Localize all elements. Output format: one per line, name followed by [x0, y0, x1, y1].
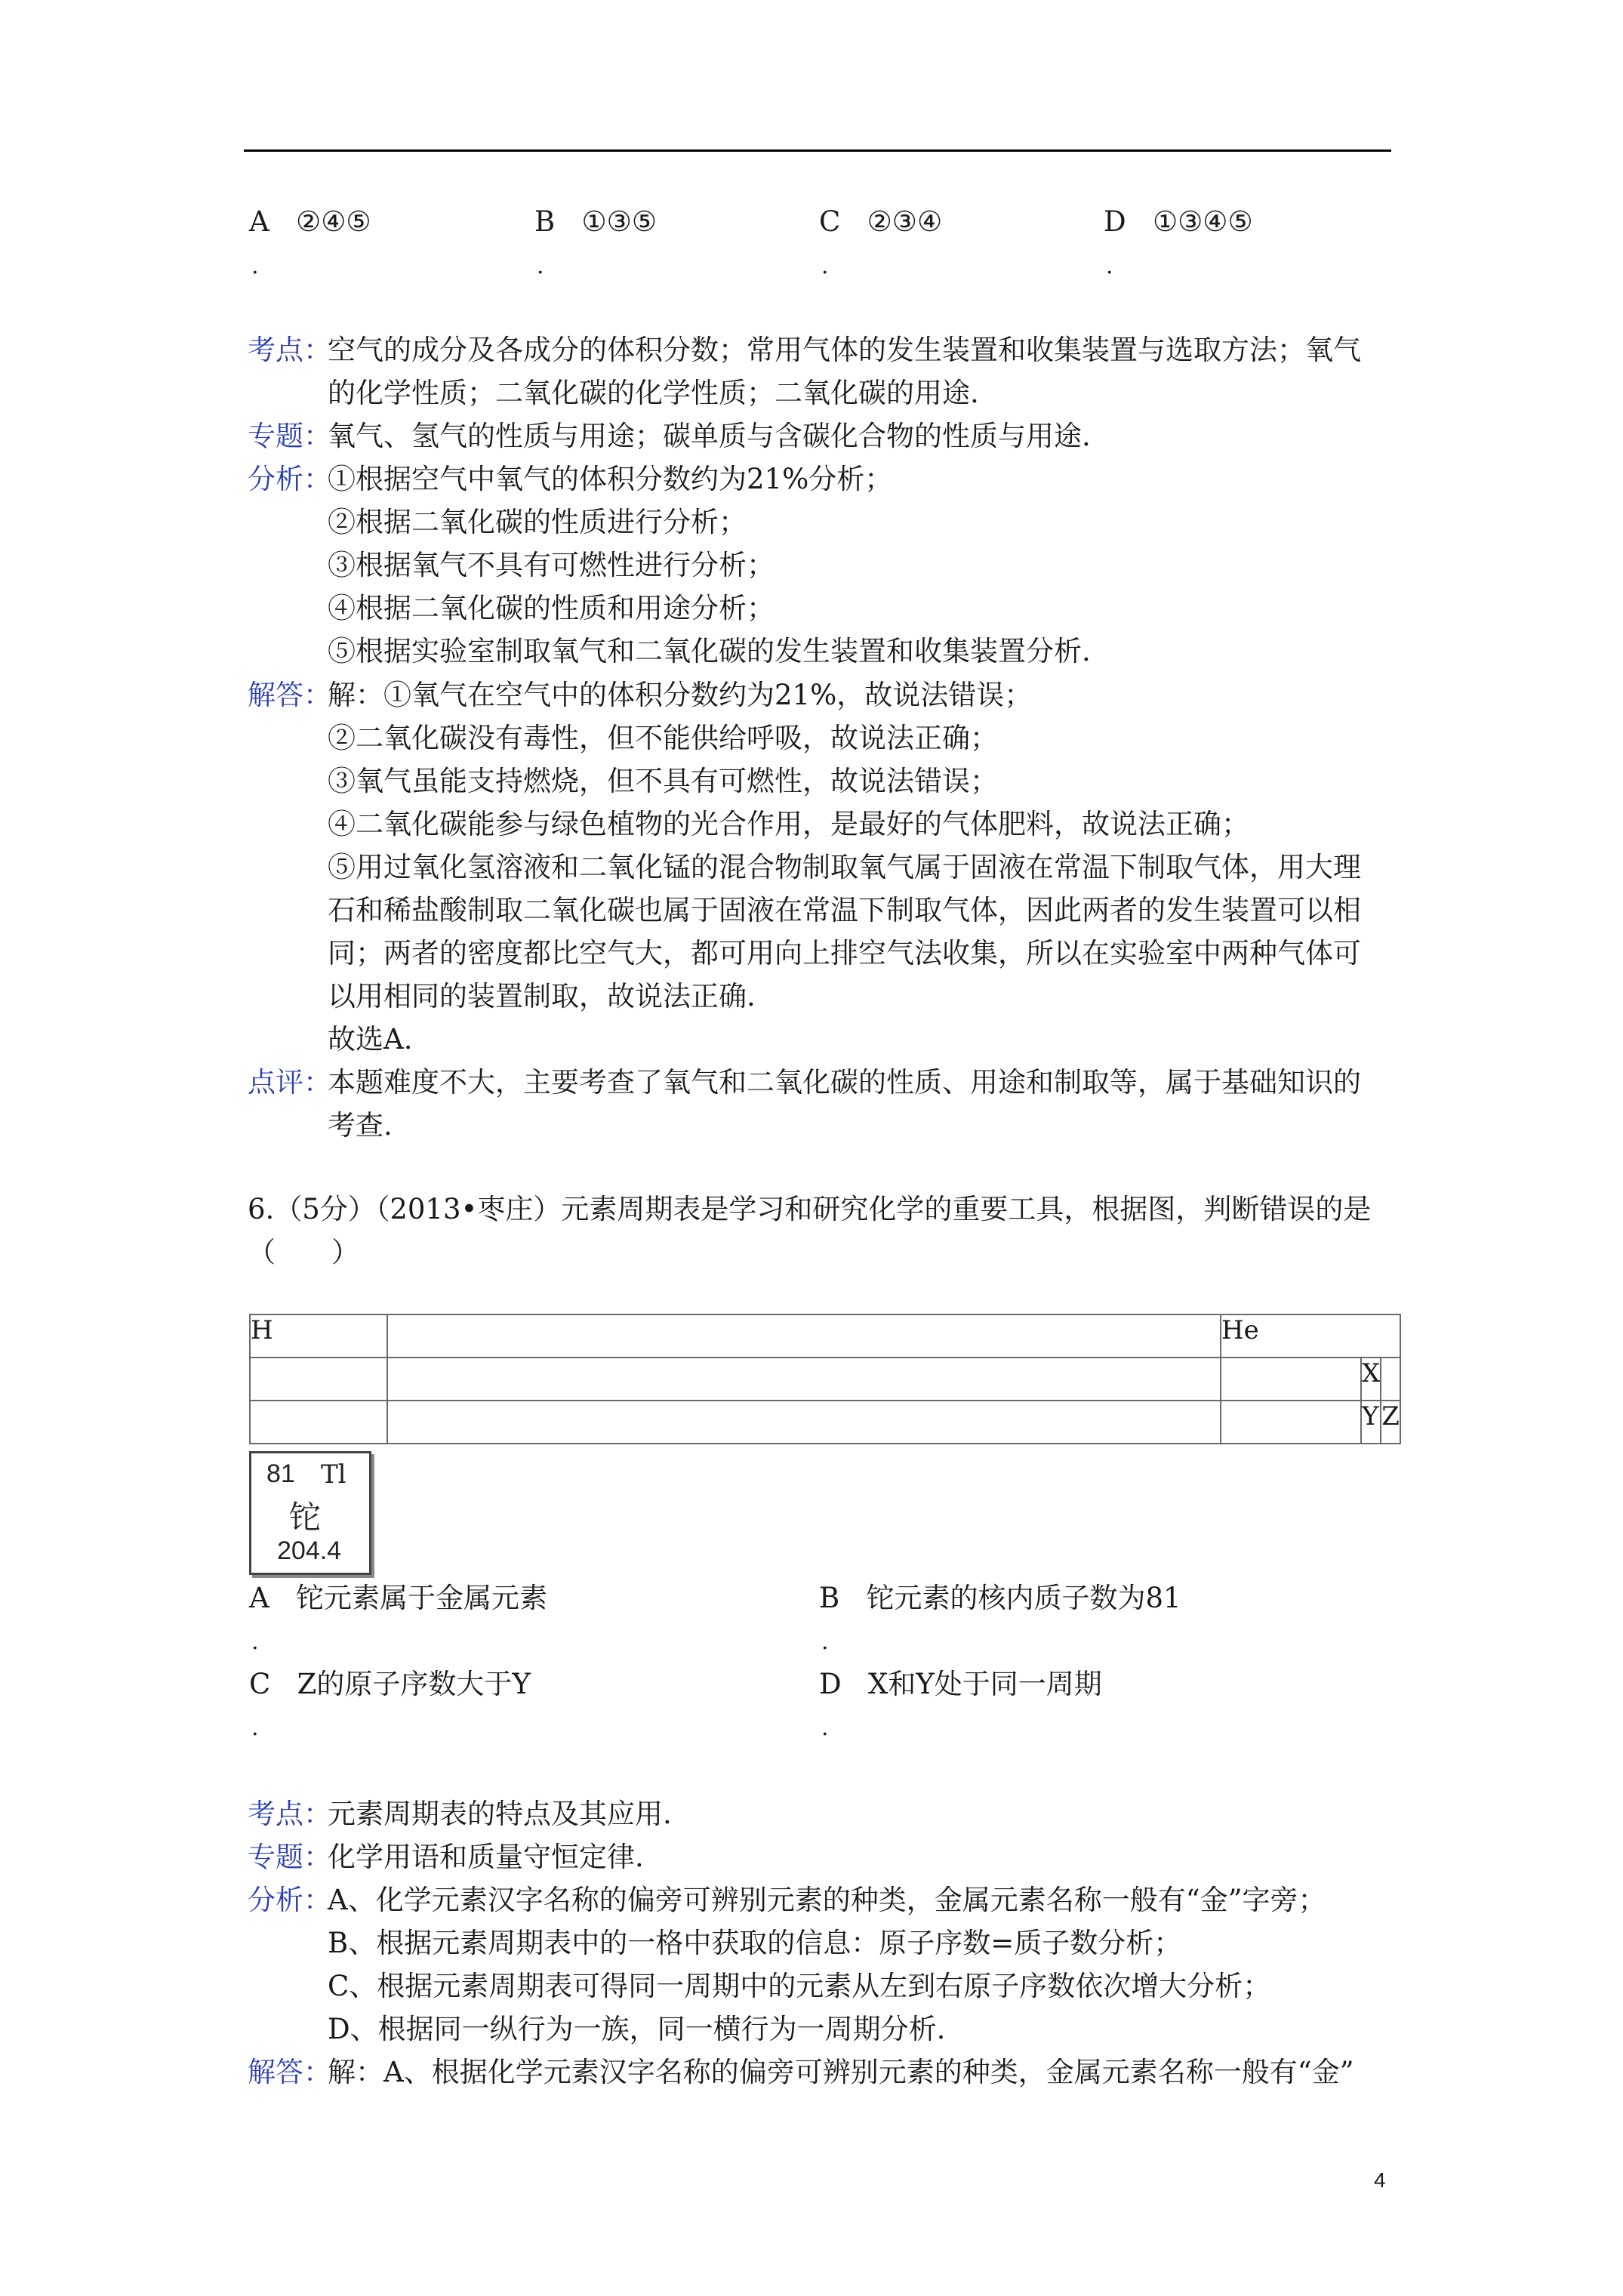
q5-option-d-dot: . — [1106, 253, 1113, 279]
q6-option-d-dot: . — [821, 1715, 829, 1741]
q6-fenxi-line: C、根据元素周期表可得同一周期中的元素从左到右原子序数依次增大分析； — [328, 1970, 1271, 2002]
table-he-label: He — [1221, 1315, 1259, 1345]
tl-name: 铊 — [289, 1499, 322, 1535]
table-y-label: Y — [1362, 1401, 1379, 1432]
q5-fenxi-line: ②根据二氧化碳的性质进行分析； — [328, 506, 747, 538]
q6-option-b-dot: . — [821, 1629, 829, 1655]
q5-option-c-dot: . — [821, 253, 829, 279]
q5-jieda-line: 解：①氧气在空气中的体积分数约为21%，故说法错误； — [328, 679, 1033, 711]
q5-dianping-line: 本题难度不大，主要考查了氧气和二氧化碳的性质、用途和制取等，属于基础知识的 — [328, 1066, 1361, 1099]
q5-fenxi-line: ⑤根据实验室制取氧气和二氧化碳的发生装置和收集装置分析. — [328, 635, 1091, 667]
q5-option-a: A ②④⑤ — [249, 205, 371, 238]
q5-kaodian-label: 考点： — [248, 334, 331, 366]
q5-jieda-line: ⑤用过氧化氢溶液和二氧化锰的混合物制取氧气属于固液在常温下制取气体，用大理 — [328, 851, 1361, 883]
q6-zhuanti-text: 化学用语和质量守恒定律. — [328, 1841, 644, 1873]
q6-jieda-line: 解：A、根据化学元素汉字名称的偏旁可辨别元素的种类，金属元素名称一般有“金” — [328, 2056, 1354, 2088]
q6-fenxi-line: B、根据元素周期表中的一格中获取的信息：原子序数=质子数分析； — [328, 1927, 1182, 1959]
q5-jieda-line: ③氧气虽能支持燃烧，但不具有可燃性，故说法错误； — [328, 765, 998, 797]
q5-jieda-line: ②二氧化碳没有毒性，但不能供给呼吸，故说法正确； — [328, 722, 998, 754]
q5-zhuanti-label: 专题： — [248, 420, 331, 452]
q5-kaodian-line: 空气的成分及各成分的体积分数；常用气体的发生装置和收集装置与选取方法；氧气 — [328, 334, 1361, 366]
tl-atomic-mass: 204.4 — [277, 1536, 342, 1565]
q5-fenxi-label: 分析： — [248, 463, 331, 495]
q6-stem-blank: （ ） — [248, 1236, 359, 1268]
q6-zhuanti-label: 专题： — [248, 1841, 331, 1873]
periodic-table-figure — [249, 1314, 1401, 1444]
q5-jieda-line: 同；两者的密度都比空气大，都可用向上排空气法收集，所以在实验室中两种气体可 — [328, 937, 1361, 969]
header-rule — [244, 149, 1391, 152]
q6-option-a: A 铊元素属于金属元素 — [249, 1582, 548, 1614]
q5-jieda-line: 石和稀盐酸制取二氧化碳也属于固液在常温下制取气体，因此两者的发生装置可以相 — [328, 894, 1361, 926]
table-z-label: Z — [1381, 1401, 1400, 1432]
q6-option-d: D X和Y处于同一周期 — [819, 1668, 1102, 1700]
q5-option-a-dot: . — [251, 253, 259, 279]
q5-option-b: B ①③⑤ — [534, 205, 658, 238]
q6-kaodian-label: 考点： — [248, 1798, 331, 1830]
q5-jieda-line: 以用相同的装置制取，故说法正确. — [328, 980, 756, 1012]
thallium-element-card — [249, 1451, 371, 1575]
q6-kaodian-text: 元素周期表的特点及其应用. — [328, 1798, 672, 1830]
q6-fenxi-line: A、化学元素汉字名称的偏旁可辨别元素的种类，金属元素名称一般有“金”字旁； — [328, 1884, 1326, 1916]
q5-jieda-label: 解答： — [248, 679, 331, 711]
q6-option-c-dot: . — [251, 1715, 259, 1741]
q5-fenxi-line: ①根据空气中氧气的体积分数约为21%分析； — [328, 463, 893, 495]
q6-option-a-dot: . — [251, 1629, 259, 1655]
table-x-label: X — [1362, 1358, 1381, 1388]
q5-jieda-line: 故选A. — [328, 1023, 413, 1056]
q6-fenxi-label: 分析： — [248, 1884, 331, 1916]
tl-atomic-number: 81 — [266, 1459, 295, 1488]
q5-option-b-dot: . — [537, 253, 544, 279]
q6-stem: 6.（5分）（2013•枣庄）元素周期表是学习和研究化学的重要工具，根据图，判断错误的是 — [248, 1193, 1372, 1225]
q5-fenxi-line: ④根据二氧化碳的性质和用途分析； — [328, 592, 775, 624]
q6-option-c: C Z的原子序数大于Y — [249, 1668, 531, 1700]
tl-symbol: Tl — [321, 1459, 346, 1490]
page-number: 4 — [1374, 2168, 1386, 2192]
q6-fenxi-line: D、根据同一纵行为一族，同一横行为一周期分析. — [328, 2013, 946, 2045]
q6-jieda-label: 解答： — [248, 2056, 331, 2088]
table-h-label: H — [251, 1315, 273, 1345]
q5-jieda-line: ④二氧化碳能参与绿色植物的光合作用，是最好的气体肥料，故说法正确； — [328, 808, 1249, 840]
q6-option-b: B 铊元素的核内质子数为81 — [819, 1582, 1181, 1614]
q5-kaodian-line: 的化学性质；二氧化碳的化学性质；二氧化碳的用途. — [328, 377, 979, 409]
q5-option-c: C ②③④ — [819, 205, 943, 238]
q5-option-d: D ①③④⑤ — [1104, 205, 1253, 238]
q5-dianping-label: 点评： — [248, 1066, 331, 1099]
q5-dianping-line: 考查. — [328, 1109, 393, 1142]
q5-zhuanti-text: 氧气、氢气的性质与用途；碳单质与含碳化合物的性质与用途. — [328, 420, 1091, 452]
q5-fenxi-line: ③根据氧气不具有可燃性进行分析； — [328, 549, 775, 581]
